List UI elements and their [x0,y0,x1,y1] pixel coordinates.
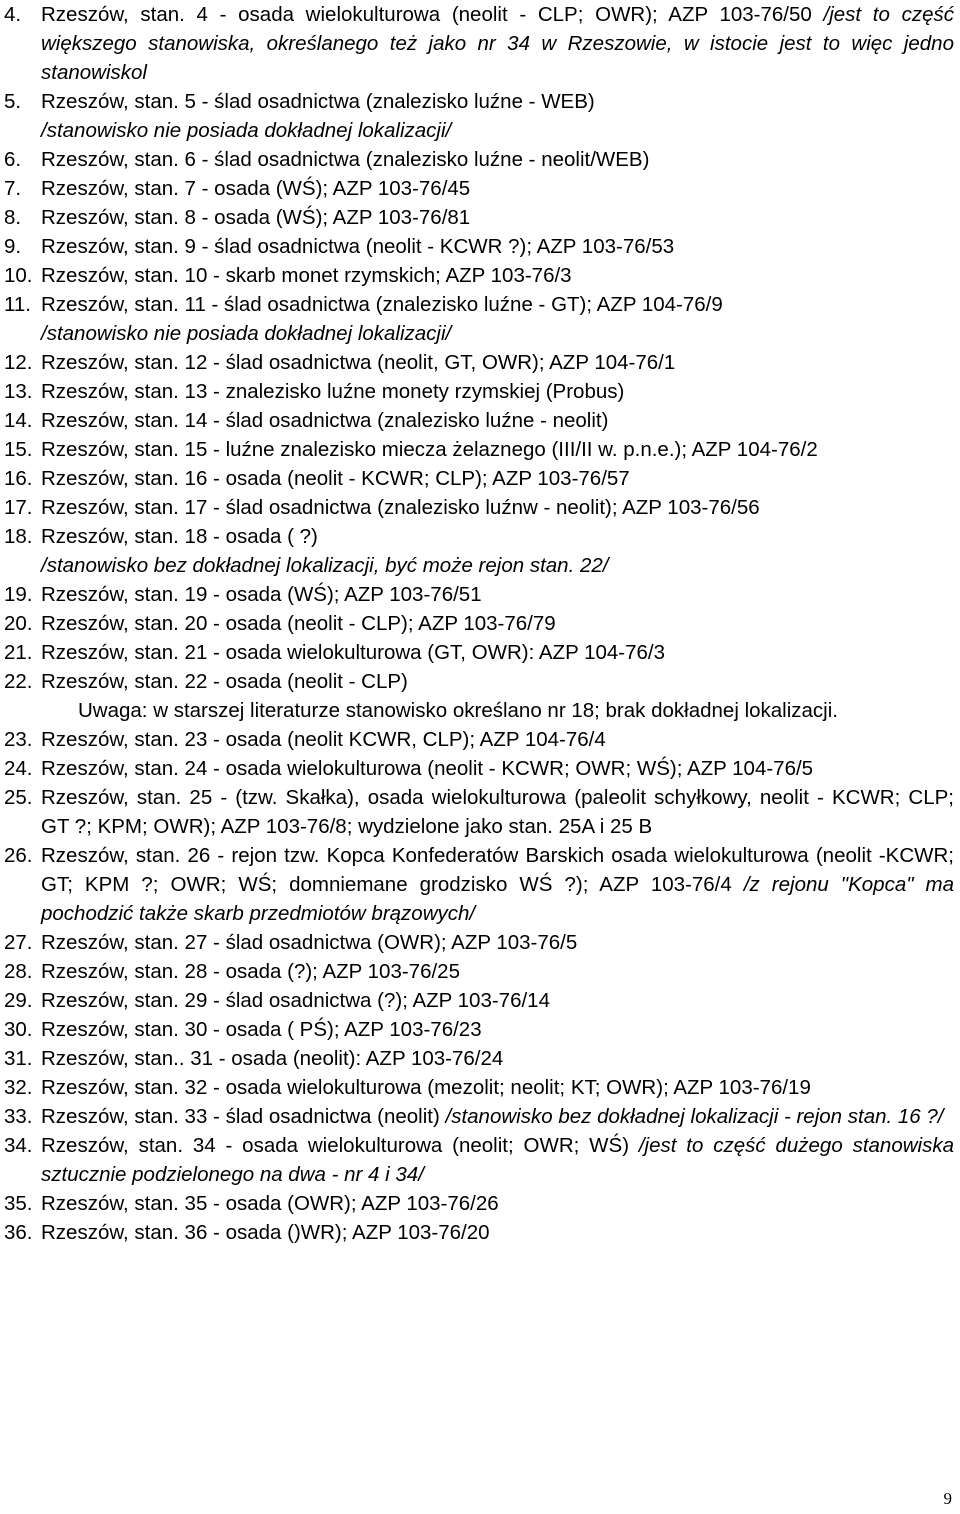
item-number: 14. [4,409,33,432]
item-number: 34. [4,1134,33,1157]
list-item [0,754,954,783]
item-number: 8. [4,206,22,229]
item-number: 20. [4,612,33,635]
item-text: Rzeszów, stan. 11 - ślad osadnictwa (znalezisko luźne - GT); AZP 104-76/9 [41,293,723,316]
list-item [0,377,954,406]
item-number: 19. [4,583,33,606]
list-item [0,957,954,986]
item-number: 13. [4,380,33,403]
item-text: Rzeszów, stan. 8 - osada (WŚ); AZP 103-76/81 [41,206,471,229]
list-item [0,203,954,232]
item-remark: /jest to część większego stanowiska, określanego też jako nr 34 w Rzeszowie, w istocie jest to więc jedno stanowiskol [41,3,954,84]
item-text: Rzeszów, stan. 24 - osada wielokulturowa (neolit - KCWR; OWR; WŚ); AZP 104-76/5 [41,757,814,780]
page-number: 9 [943,1489,952,1508]
list-item [0,261,954,290]
list-item [0,406,954,435]
list-item [0,174,954,203]
item-text: Rzeszów, stan. 26 - rejon tzw. Kopca Konfederatów Barskich osada wielokulturowa (neolit -KCWR; GT; KPM ?; OWR; WŚ; domniemane grodzisko WŚ ?); AZP 103-76/4 [41,844,954,896]
item-text: Rzeszów, stan. 6 - ślad osadnictwa (znalezisko luźne - neolit/WEB) [41,148,650,171]
item-text: Rzeszów, stan. 10 - skarb monet rzymskich; AZP 103-76/3 [41,264,572,287]
list-item [0,145,954,174]
item-number: 27. [4,931,33,954]
item-number: 5. [4,90,22,113]
item-number: 26. [4,844,33,867]
list-item [0,493,954,522]
item-text: Rzeszów, stan. 18 - osada ( ?) [41,525,318,548]
item-text: Rzeszów, stan. 33 - ślad osadnictwa (neolit) [41,1105,440,1128]
item-text: Rzeszów, stan. 5 - ślad osadnictwa (znalezisko luźne - WEB) [41,90,595,113]
item-text: Rzeszów, stan. 15 - luźne znalezisko miecza żelaznego (III/II w. p.n.e.); AZP 104-76/2 [41,438,818,461]
list-item [0,435,954,464]
item-text: Rzeszów, stan. 34 - osada wielokulturowa (neolit; OWR; WŚ) [41,1134,630,1157]
list-item [0,783,954,841]
item-remark: /stanowisko bez dokładnej lokalizacji, być może rejon stan. 22/ [41,554,609,577]
item-text: Rzeszów, stan. 35 - osada (OWR); AZP 103-76/26 [41,1192,499,1215]
item-number: 15. [4,438,33,461]
item-number: 30. [4,1018,33,1041]
list-item [0,667,954,696]
item-number: 28. [4,960,33,983]
item-number: 33. [4,1105,33,1128]
item-number: 9. [4,235,22,258]
item-number: 6. [4,148,22,171]
item-text: Rzeszów, stan. 12 - ślad osadnictwa (neolit, GT, OWR); AZP 104-76/1 [41,351,676,374]
list-item [0,841,954,928]
item-text: Rzeszów, stan. 4 - osada wielokulturowa (neolit - CLP; OWR); AZP 103-76/50 [41,3,812,26]
item-text: Rzeszów, stan. 16 - osada (neolit - KCWR; CLP); AZP 103-76/57 [41,467,630,490]
item-number: 25. [4,786,33,809]
item-text: Rzeszów, stan. 13 - znalezisko luźne monety rzymskiej (Probus) [41,380,625,403]
item-text: Rzeszów, stan. 17 - ślad osadnictwa (znalezisko luźnw - neolit); AZP 103-76/56 [41,496,760,519]
list-item [0,87,954,145]
item-number: 16. [4,467,33,490]
item-text: Rzeszów, stan. 27 - ślad osadnictwa (OWR); AZP 103-76/5 [41,931,578,954]
list-item [0,928,954,957]
list-item [0,580,954,609]
item-number: 31. [4,1047,33,1070]
item-number: 7. [4,177,22,200]
list-item [0,986,954,1015]
list-item [0,348,954,377]
item-number: 36. [4,1221,33,1244]
list-item [0,1189,954,1218]
item-text: Rzeszów, stan. 9 - ślad osadnictwa (neolit - KCWR ?); AZP 103-76/53 [41,235,675,258]
item-remark: /stanowisko nie posiada dokładnej lokalizacji/ [41,322,452,345]
list-item [0,1102,954,1131]
item-number: 11. [4,293,31,316]
item-remark: /stanowisko bez dokładnej lokalizacji - rejon stan. 16 ?/ [445,1105,944,1128]
item-text: Rzeszów, stan. 14 - ślad osadnictwa (znalezisko luźne - neolit) [41,409,609,432]
item-number: 12. [4,351,33,374]
item-text: Rzeszów, stan. 23 - osada (neolit KCWR, CLP); AZP 104-76/4 [41,728,606,751]
item-text: Rzeszów, stan. 7 - osada (WŚ); AZP 103-76/45 [41,177,471,200]
item-number: 10. [4,264,33,287]
list-item [0,638,954,667]
item-text: Rzeszów, stan. 19 - osada (WŚ); AZP 103-76/51 [41,583,482,606]
item-number: 21. [4,641,33,664]
item-remark: /stanowisko nie posiada dokładnej lokalizacji/ [41,119,452,142]
list-item [0,522,954,580]
list-item [0,290,954,348]
list-item [0,725,954,754]
item-number: 4. [4,3,22,26]
item-number: 24. [4,757,33,780]
list-item [0,1073,954,1102]
list-item [0,0,954,87]
list-item [0,609,954,638]
list-item [0,1131,954,1189]
item-remark: /jest to część dużego stanowiska sztucznie podzielonego na dwa - nr 4 i 34/ [41,1134,954,1186]
item-number: 18. [4,525,33,548]
note-paragraph: Uwaga: w starszej literaturze stanowisko określano nr 18; brak dokładnej lokalizacji. [78,699,838,722]
item-number: 17. [4,496,33,519]
item-text: Rzeszów, stan. 28 - osada (?); AZP 103-76/25 [41,960,460,983]
item-number: 35. [4,1192,33,1215]
item-text: Rzeszów, stan. 22 - osada (neolit - CLP) [41,670,408,693]
list-item [0,1015,954,1044]
item-number: 22. [4,670,33,693]
item-text: Rzeszów, stan.. 31 - osada (neolit): AZP 103-76/24 [41,1047,504,1070]
item-text: Rzeszów, stan. 36 - osada ()WR); AZP 103-76/20 [41,1221,490,1244]
item-number: 32. [4,1076,33,1099]
item-text: Rzeszów, stan. 20 - osada (neolit - CLP); AZP 103-76/79 [41,612,556,635]
list-item [0,1044,954,1073]
item-text: Rzeszów, stan. 25 - (tzw. Skałka), osada wielokulturowa (paleolit schyłkowy, neolit - KCWR; CLP; GT ?; KPM; OWR); AZP 103-76/8; wydzielone jako stan. 25A i 25 B [41,786,954,838]
item-text: Rzeszów, stan. 21 - osada wielokulturowa (GT, OWR): AZP 104-76/3 [41,641,665,664]
list-item [0,464,954,493]
item-remark: /z rejonu "Kopca" ma pochodzić także skarb przedmiotów brązowych/ [41,873,955,925]
item-number: 23. [4,728,33,751]
list-item [0,232,954,261]
item-text: Rzeszów, stan. 30 - osada ( PŚ); AZP 103-76/23 [41,1018,482,1041]
item-text: Rzeszów, stan. 32 - osada wielokulturowa (mezolit; neolit; KT; OWR); AZP 103-76/19 [41,1076,811,1099]
list-item [0,1218,954,1247]
item-text: Rzeszów, stan. 29 - ślad osadnictwa (?); AZP 103-76/14 [41,989,550,1012]
item-number: 29. [4,989,33,1012]
